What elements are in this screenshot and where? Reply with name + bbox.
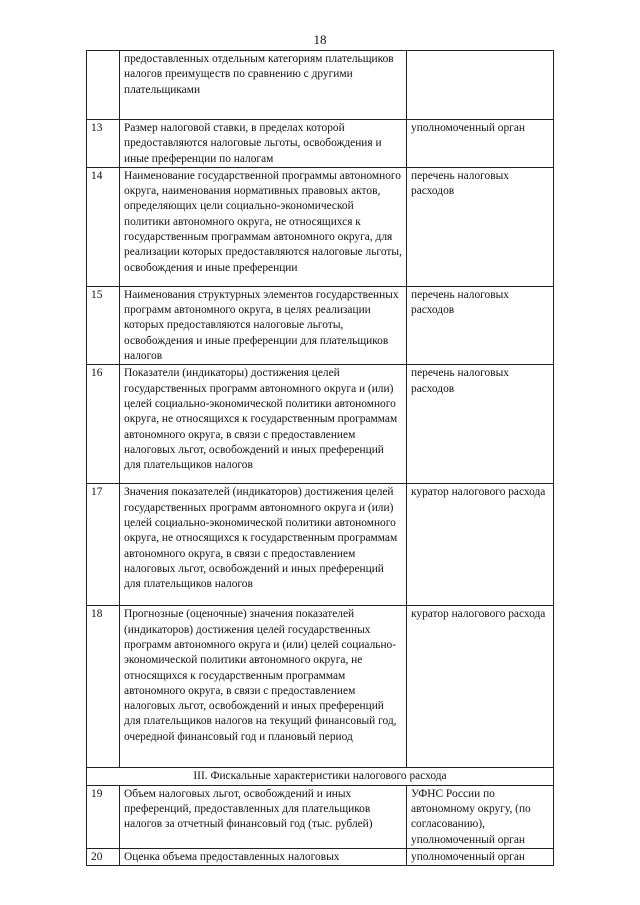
row-source: куратор налогового расхода — [407, 606, 554, 768]
row-number: 13 — [87, 120, 120, 168]
row-source: уполномоченный орган — [407, 120, 554, 168]
row-number: 17 — [87, 484, 120, 606]
table-row — [87, 167, 554, 286]
table-row — [87, 848, 554, 865]
row-description: предоставленных отдельным категориям плательщиков налогов преимуществ по сравнению с другими плательщиками — [120, 51, 407, 120]
row-number: 20 — [87, 848, 120, 865]
row-number: 16 — [87, 365, 120, 484]
row-description: Наименование государственной программы автономного округа, наименования нормативных правовых актов, определяющих цели социально-экономической политики автономного округа, не относящихся к государственным программам автономного округа, для реализации которых предоставляются налоговые льготы, освобождения и иные преференции — [120, 167, 407, 286]
row-source: перечень налоговых расходов — [407, 167, 554, 286]
table-row — [87, 286, 554, 364]
row-description: Оценка объема предоставленных налоговых — [120, 848, 407, 865]
table-row — [87, 785, 554, 848]
row-description: Размер налоговой ставки, в пределах которой предоставляются налоговые льготы, освобождения и иные преференции по налогам — [120, 120, 407, 168]
tax-expenditure-table — [86, 50, 554, 866]
row-number: 15 — [87, 286, 120, 364]
section-title: III. Фискальные характеристики налогового расхода — [87, 768, 554, 785]
row-description: Прогнозные (оценочные) значения показателей (индикаторов) достижения целей государственных программ автономного округа и (или) целей социально-экономической политики автономного округа, не относящихся к государственным программам автономного округа, в связи с предоставлением налоговых льгот, освобождений и иных преференций для плательщиков налогов на текущий финансовый год, очередной финансовый год и плановый период — [120, 606, 407, 768]
row-source: перечень налоговых расходов — [407, 286, 554, 364]
table-body — [87, 51, 554, 866]
table-row — [87, 51, 554, 120]
table-row — [87, 484, 554, 606]
row-source: куратор налогового расхода — [407, 484, 554, 606]
table-row — [87, 365, 554, 484]
row-number: 14 — [87, 167, 120, 286]
row-description: Наименования структурных элементов государственных программ автономного округа, в целях реализации которых предоставляются налоговые льготы, освобождения и иные преференции для плательщиков налогов — [120, 286, 407, 364]
row-description: Показатели (индикаторы) достижения целей государственных программ автономного округа и (или) целей социально-экономической политики автономного округа, не относящихся к государственным программам автономного округа, в связи с предоставлением налоговых льгот, освобождений и иных преференций для плательщиков налогов — [120, 365, 407, 484]
row-source — [407, 51, 554, 120]
row-number — [87, 51, 120, 120]
table-row — [87, 606, 554, 768]
row-number: 18 — [87, 606, 120, 768]
row-description: Значения показателей (индикаторов) достижения целей государственных программ автономного округа и (или) целей социально-экономической политики автономного округа, не относящихся к государственным программам автономного округа, в связи с предоставлением налоговых льгот, освобождений и иных преференций для плательщиков налогов — [120, 484, 407, 606]
row-source: УФНС России по автономному округу, (по согласованию), уполномоченный орган — [407, 785, 554, 848]
row-description: Объем налоговых льгот, освобождений и иных преференций, предоставленных для плательщиков налогов за отчетный финансовый год (тыс. рублей) — [120, 785, 407, 848]
section-header-row — [87, 768, 554, 785]
row-number: 19 — [87, 785, 120, 848]
page-number: 18 — [313, 32, 327, 47]
row-source: уполномоченный орган — [407, 848, 554, 865]
table-row — [87, 120, 554, 168]
row-source: перечень налоговых расходов — [407, 365, 554, 484]
